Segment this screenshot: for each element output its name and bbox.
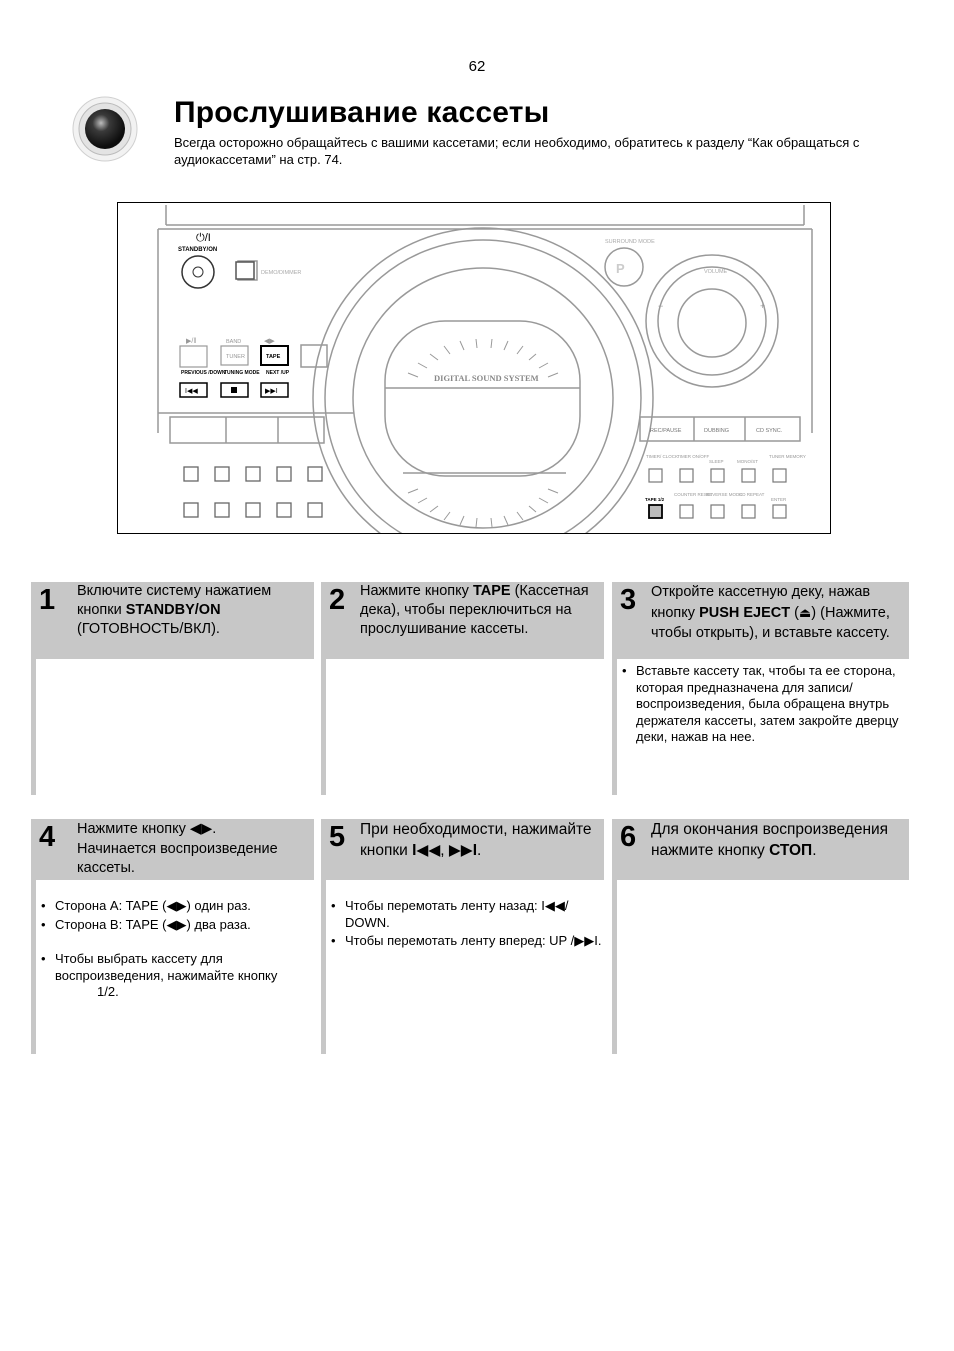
step-3 [612,582,909,795]
step-header [321,819,604,880]
step-instruction: Включите систему нажатием кнопки STANDBY/ON (ГОТОВНОСТЬ/ВКЛ). [77,583,272,637]
sleep-label: SLEEP [709,459,724,464]
timer-clock-label: TIMER/ CLOCK [646,454,679,459]
intro-text: Всегда осторожно обращайтесь с вашими кассетами; если необходимо, обратитесь к разделу “Как обращаться с аудиокассетами” на стр. 74. [174,135,860,167]
page-number: 62 [468,58,486,75]
step-6 [612,819,909,1054]
band-label: BAND [226,339,242,345]
mono-st-label: MONO/ST [737,459,758,464]
step-number: 2 [329,584,346,616]
play-pause-label: ▶/‖ [186,338,197,345]
tape-direction-label: ◀▶ [264,338,275,345]
counter-reset-label: COUNTER RESET [674,492,713,497]
volume-plus: + [760,301,766,311]
volume-minus: − [658,301,664,311]
list-item: • Сторона B: TAPE (◀▶) два раза. [41,917,313,934]
demo-dimmer-button[interactable] [236,262,254,279]
tape-12-button[interactable] [649,505,662,518]
step-instruction: Откройте кассетную деку, нажав кнопку PUSH EJECT (⏏) (Нажмите, чтобы открыть), и вставьте кассету. [651,584,890,641]
tuner-memory-label: TUNER MEMORY [769,454,806,459]
step-instruction: При необходимости, нажимайте кнопки I◀◀, ▶▶I. [360,821,592,859]
device-front-panel [117,202,831,534]
standby-power-symbol: ⏻/I [196,232,211,244]
cd-repeat-label: CD REPEAT [739,492,765,497]
page-title: Прослушивание кассеты [174,96,550,129]
step-number: 1 [39,584,56,616]
surround-logo-icon: P [616,261,625,276]
play-pause-button[interactable] [180,346,207,367]
eject-icon: ⏏ [798,604,812,620]
rewind-icon: I◀◀ [185,388,198,395]
step-header [31,819,314,880]
step-header [31,582,314,659]
dubbing-label: DUBBING [704,428,730,434]
tape-label: TAPE [266,354,281,360]
step-1 [31,582,314,795]
list-item: • Чтобы перемотать ленту назад: I◀◀/ DOWN. [331,898,603,931]
previous-label: PREVIOUS /DOWN [181,370,226,376]
list-item: • Сторона A: TAPE (◀▶) один раз. [41,898,313,915]
step-number: 5 [329,821,346,853]
digital-sound-label: DIGITAL SOUND SYSTEM [434,373,539,383]
standby-label: STANDBY/ON [178,247,218,253]
step-number: 6 [620,821,637,853]
step-5 [321,819,604,1054]
step-number: 4 [39,821,56,853]
cd-sync-label: CD SYNC. [756,428,783,434]
tape-12-label: TAPE 1/2 [645,497,665,502]
enter-label: ENTER [771,497,787,502]
step-instruction: Для окончания воспроизведения нажмите кнопку СТОП. [651,821,889,859]
fast-forward-icon: ▶▶I [265,388,278,395]
tuner-label: TUNER [226,354,245,360]
next-label: NEXT /UP [266,370,290,376]
timer-onoff-label: TIMER ON/OFF [677,454,710,459]
stop-icon [231,387,237,393]
tuning-label: TUNING MODE [224,370,260,376]
step-header [612,819,909,880]
surround-label: SURROUND MODE [605,239,655,245]
step-header [321,582,604,659]
speaker-icon [72,96,138,162]
volume-label: VOLUME [704,269,728,275]
step-number: 3 [620,584,637,616]
step-header [612,582,909,659]
list-item: • Вставьте кассету так, чтобы та ее сторона, которая предназначена для записи/воспроизведения, была обращена внутрь держателя кассеты, затем закройте дверцу деки, нажав на нее. [622,663,904,746]
standby-button[interactable] [182,256,214,288]
step-2 [321,582,604,795]
step-4 [31,819,314,1054]
list-item: • Чтобы выбрать кассету для воспроизведения, нажимайте кнопку 1/2. [41,951,313,1001]
reverse-mode-label: REVERSE MODE [706,492,743,497]
rec-pause-label: REC/PAUSE [650,428,682,434]
list-item: • Чтобы перемотать ленту вперед: UP /▶▶I. [331,933,603,950]
step-instruction: Нажмите кнопку ◀▶. Начинается воспроизведение кассеты. [77,821,278,876]
step-instruction: Нажмите кнопку TAPE (Кассетная дека), чтобы переключиться на прослушивание кассеты. [360,583,589,637]
demo-dimmer-label: DEMO/DIMMER [261,270,302,276]
